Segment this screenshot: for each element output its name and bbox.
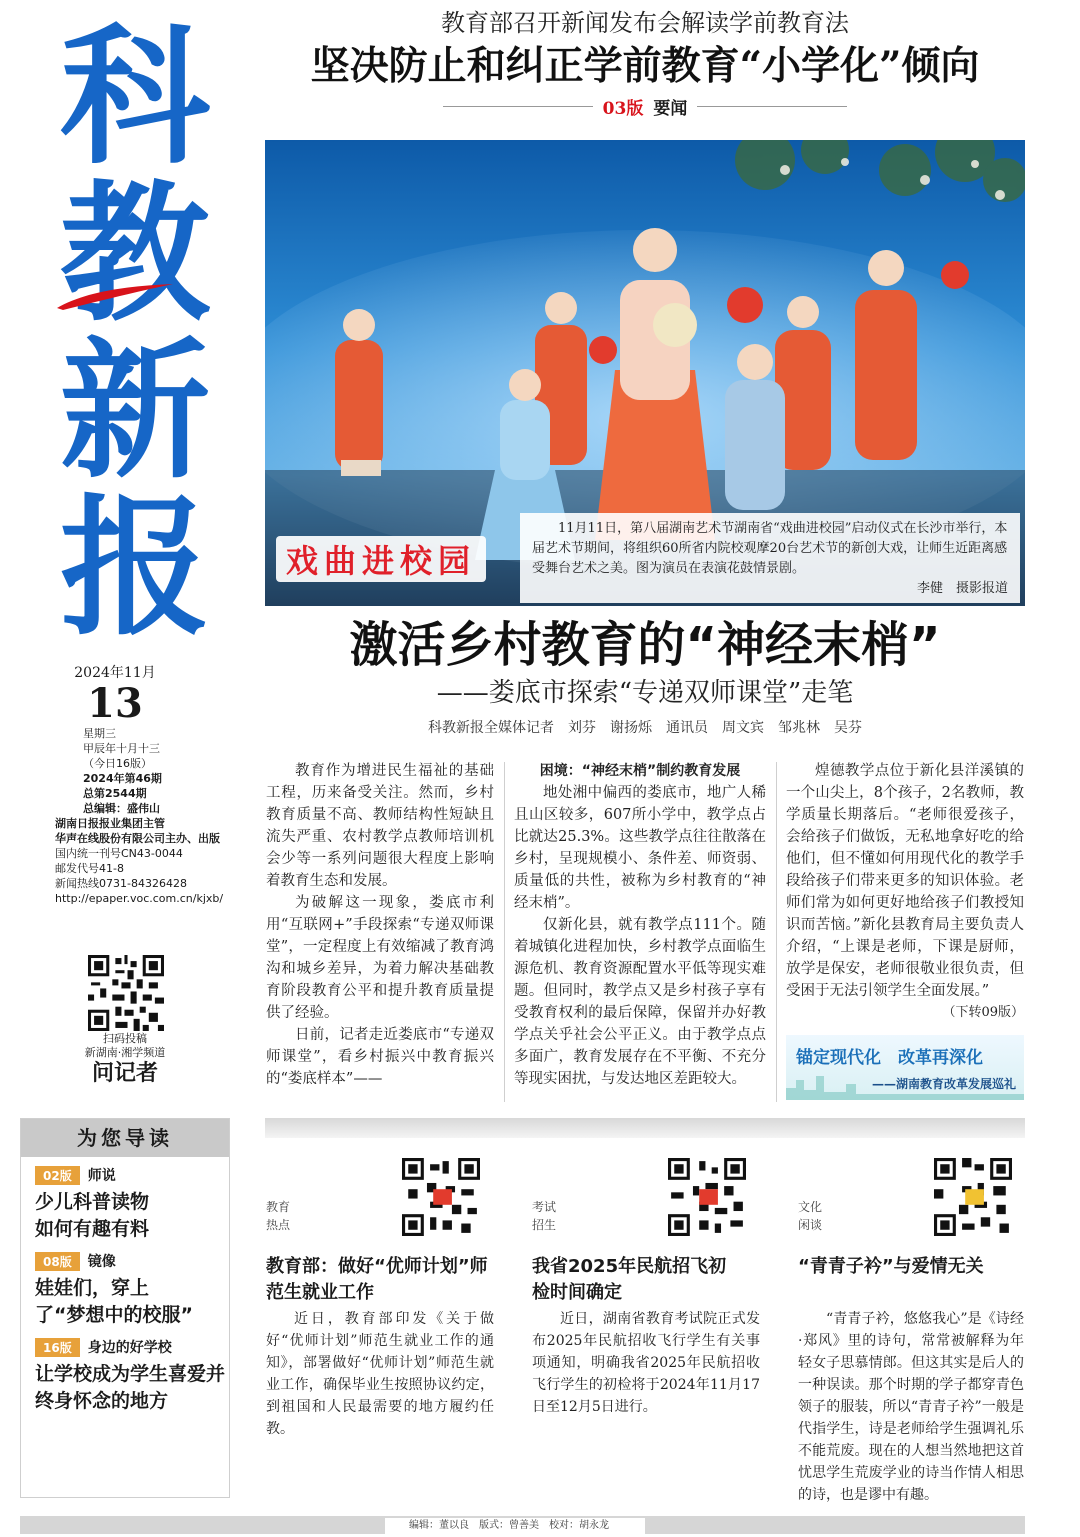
top-story-title[interactable]: 坚决防止和纠正学前教育“小学化”倾向 <box>310 43 980 89</box>
sponsor-line-2: 华声在线股份有限公司主办、出版 <box>55 832 220 845</box>
page-ref-number: 03版 <box>602 99 644 119</box>
qr-caption-submit: 扫码投稿 <box>103 1032 147 1045</box>
card-tag-line: 热点 <box>266 1218 291 1232</box>
card-tag <box>266 1198 290 1234</box>
series-title: 锚定现代化 改革再深化 <box>796 1048 983 1068</box>
top-story-page-ref[interactable] <box>265 94 1025 119</box>
cn-number: 国内统一刊号CN43-0044 <box>55 847 183 860</box>
series-banner <box>786 1035 1024 1100</box>
issue-total: 总第2544期 <box>83 787 147 800</box>
card-tag <box>798 1198 822 1234</box>
section-strip <box>265 1118 1025 1138</box>
card-tag-line: 考试 <box>532 1200 557 1214</box>
article-paragraph: 煌德教学点位于新化县洋溪镇的一个山尖上，8个孩子，2名教师，教学质量长期落后。“老师很爱孩子，会给孩子们做饭，无私地拿好吃的给他们，但不懂如何用现代化的教学手段给孩子们带来更多的知识体验。老师们常为如何更好地给孩子们教授知识而苦恼。”新化县教育局主要负责人介绍，“上课是老师，下课是厨师，放学是保安，老师很敬业很负责，但受困于无法引领学生全面发展。” <box>786 763 1024 999</box>
masthead <box>20 11 250 656</box>
article-column-3 <box>786 760 1024 1024</box>
card-tag <box>532 1198 556 1234</box>
card-tag-line: 教育 <box>266 1200 291 1214</box>
top-story-subtitle: 教育部召开新闻发布会解读学前教育法 <box>441 9 849 37</box>
issue-date-month: 2024年11月 <box>74 665 156 681</box>
issue-info <box>35 662 235 906</box>
photo-credit: 李健 摄影报道 <box>916 581 1008 596</box>
article-paragraph: 地处湘中偏西的娄底市，地广人稀且山区较多，607所小学中，教学点占比就达25.3%。这些教学点往往散落在乡村，呈现规模小、条件差、师资弱、质量低的共性，被称为乡村教育的“神经末梢”。 <box>514 785 766 911</box>
series-subtitle: ——湖南教育改革发展巡礼 <box>872 1077 1017 1091</box>
guide-page-tag: 02版 <box>35 1166 80 1185</box>
guide-page-tag: 16版 <box>35 1338 80 1357</box>
main-story-byline: 科教新报全媒体记者 刘芬 谢扬烁 通讯员 周文宾 邹兆林 吴芬 <box>428 720 862 736</box>
photo-caption <box>520 513 1020 603</box>
guide-title: 娃娃们，穿上了“梦想中的校服” <box>35 1277 193 1326</box>
qr-code-icon[interactable] <box>934 1158 1012 1236</box>
chief-editor: 总编辑：盛伟山 <box>83 802 160 815</box>
qr-code-icon[interactable] <box>402 1158 480 1236</box>
logo-char-1: 科 <box>59 11 210 185</box>
qr-caption-channel: 新湖南·湘学频道 <box>84 1046 166 1059</box>
issue-page-count: （今日16版） <box>83 757 152 770</box>
issue-number: 2024年第46期 <box>83 772 162 785</box>
newspaper-logo <box>20 11 250 656</box>
top-story <box>265 6 1025 119</box>
card-body: 近日，湖南省教育考试院正式发布2025年民航招收飞行学生有关事项通知，明确我省2025年民航招收飞行学生的初检将于2024年11月17日至12月5日进行。 <box>532 1311 760 1415</box>
continued-on-page[interactable]: （下转09版） <box>942 1005 1024 1020</box>
article-paragraph: 为破解这一现象，娄底市利用“互联网+”手段探索“专递双师课堂”，一定程度上有效缩减了教育鸿沟和城乡差异，为着力解决基础教育阶段教育公平和提升教育质量提供了经验。 <box>266 895 494 1021</box>
card-tag-line: 闲谈 <box>798 1218 823 1232</box>
guide-column-label: 身边的好学校 <box>87 1340 172 1356</box>
qr-code-icon[interactable] <box>88 955 164 1031</box>
divider <box>697 106 847 107</box>
guide-title: 少儿科普读物如何有趣有料 <box>35 1191 150 1240</box>
photo-caption-text: 11月11日，第八届湖南艺术节湖南省“戏曲进校园”启动仪式在长沙市举行，本届艺术节期间，将组织60所省内院校观摩20台艺术节的新创大戏，让师生近距离感受舞台艺术之美。图为演员在表演花鼓情景剧。 <box>532 521 1008 576</box>
article-column-1 <box>266 760 494 1090</box>
page-ref-section: 要闻 <box>653 99 688 119</box>
divider <box>443 106 593 107</box>
qr-caption-ask-reporter: 问记者 <box>91 1061 158 1086</box>
column-divider <box>504 762 505 1102</box>
photo-badge: 戏曲进校园 <box>276 536 486 582</box>
epaper-url[interactable]: http://epaper.voc.com.cn/kjxb/ <box>55 892 224 905</box>
sponsor-line-1: 湖南日报报业集团主管 <box>55 817 165 830</box>
card-tag-line: 文化 <box>798 1200 823 1214</box>
guide-item[interactable] <box>21 1157 229 1243</box>
qr-caption <box>60 1032 190 1088</box>
article-paragraph: 仅新化县，就有教学点111个。随着城镇化进程加快，乡村教学点面临生源危机、教育资源配置水平低等现实难题。但同时，教学点又是乡村孩子享有受教育权利的最后保障，保留并办好教学点关乎社会公平正义。由于教学点点多面广，教育发展存在不平衡、不充分等现实困扰，与发达地区差距较大。 <box>514 917 766 1087</box>
card-title: 我省2025年民航招飞初检时间确定 <box>532 1256 727 1303</box>
article-paragraph: 教育作为增进民生福祉的基础工程，历来备受关注。然而，乡村教育质量不高、教师结构性短缺且流失严重、农村教学点教师培训机会少等一系列问题很大程度上影响着教育生态和发展。 <box>266 763 494 889</box>
card-body: 近日，教育部印发《关于做好“优师计划”师范生就业工作的通知》，部署做好“优师计划”师范生就业工作，确保毕业生按照协议约定，到祖国和人民最需要的地方履约任教。 <box>266 1311 494 1437</box>
article-paragraph: 日前，记者走近娄底市“专递双师课堂”，看乡村振兴中教育振兴的“娄底样本”—— <box>266 1027 494 1087</box>
main-story-subtitle: ——娄底市探索“专递双师课堂”走笔 <box>436 678 854 708</box>
footer-credits: 编辑：董以良 版式：曾善美 校对：胡永龙 <box>385 1518 645 1534</box>
issue-lunar-date: 甲辰年十月十三 <box>83 742 160 755</box>
card-tag-line: 招生 <box>532 1218 557 1232</box>
card-title: “青青子衿”与爱情无关 <box>798 1256 984 1277</box>
qr-code-icon[interactable] <box>668 1158 746 1236</box>
section-heading: 困境：“神经末梢”制约教育发展 <box>539 763 741 779</box>
logo-char-4: 报 <box>59 482 210 656</box>
reading-guide <box>20 1118 230 1498</box>
logo-char-3: 新 <box>59 325 210 499</box>
main-story-title[interactable]: 激活乡村教育的“神经末梢” <box>349 617 941 673</box>
card-title: 教育部：做好“优师计划”师范生就业工作 <box>266 1256 488 1303</box>
column-divider <box>776 762 777 1102</box>
news-hotline: 新闻热线0731-84326428 <box>55 877 187 890</box>
guide-title: 让学校成为学生喜爱并终身怀念的地方 <box>35 1363 226 1412</box>
main-story-header <box>265 614 1025 738</box>
guide-item[interactable] <box>21 1329 229 1415</box>
issue-weekday: 星期三 <box>83 727 116 740</box>
guide-page-tag: 08版 <box>35 1252 80 1271</box>
logo-red-swoosh-icon <box>55 282 175 312</box>
article-column-2 <box>514 760 766 1090</box>
card-body: “青青子衿，悠悠我心”是《诗经·郑风》里的诗句，常常被解释为年轻女子思慕情郎。但这其实是后人的一种误读。那个时期的学子都穿青色领子的服装，所以“青青子衿”一般是代指学生，诗是老师给学生强调礼乐不能荒废。现在的人想当然地把这首忧思学生荒废学业的诗当作情人相思的诗，也是谬中有趣。 <box>798 1311 1024 1503</box>
guide-column-label: 镜像 <box>87 1254 116 1270</box>
logo-char-2: 教 <box>59 168 210 342</box>
guide-column-label: 师说 <box>87 1168 116 1184</box>
postal-code: 邮发代号41-8 <box>55 862 124 875</box>
guide-item[interactable] <box>21 1243 229 1329</box>
guide-heading: 为您导读 <box>21 1119 229 1157</box>
issue-date-day: 13 <box>87 680 143 727</box>
